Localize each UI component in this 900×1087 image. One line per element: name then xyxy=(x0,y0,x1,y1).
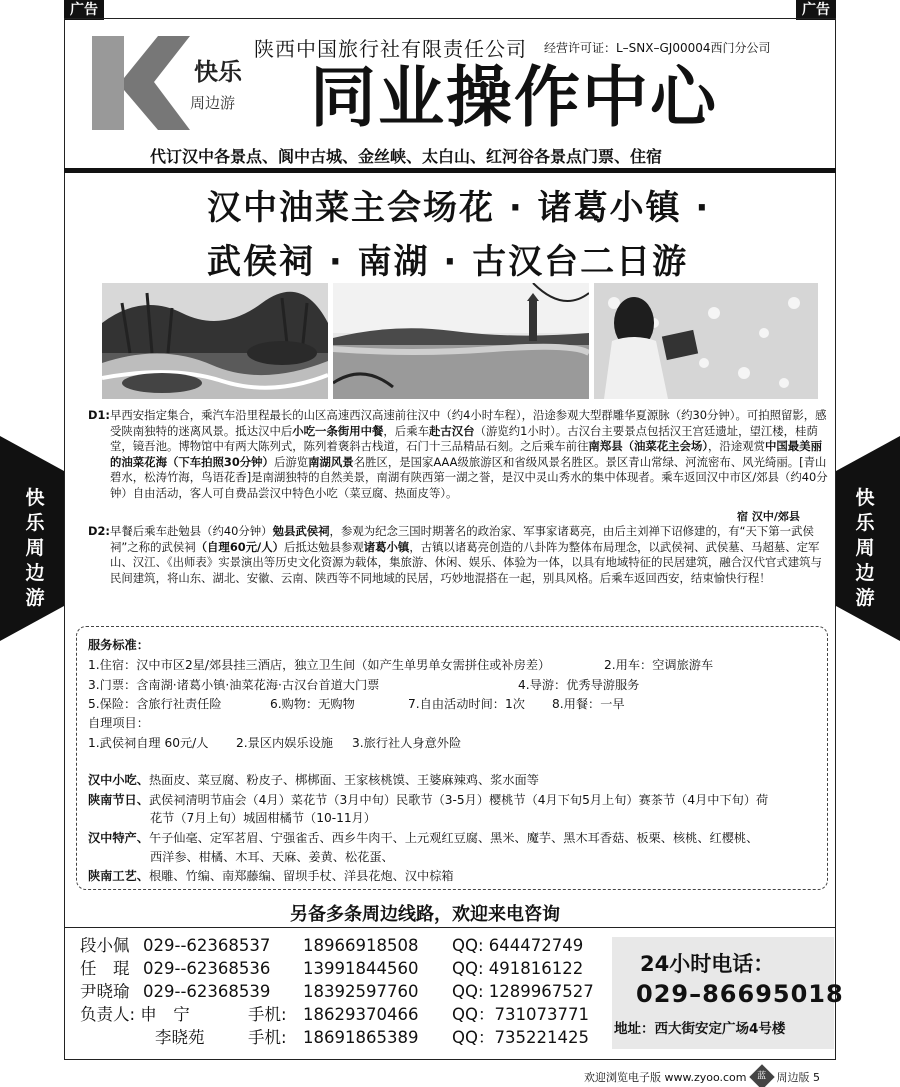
service-title: 服务标准： xyxy=(88,638,149,652)
d1-text-a: 早西安指定集合，乘汽车沿里程最长的山区高速西汉高速前往汉中（约4小时车程），沿途参观大型群雕华夏源脉（约30分钟）。可拍照留影，感受陕南独特的迷离风景。抵达汉中后 xyxy=(110,408,827,438)
itinerary-day1 xyxy=(88,408,828,502)
photo-lake xyxy=(333,283,589,399)
self-pay-1: 1.武侯祠自理 60元/人 xyxy=(88,736,209,750)
snacks-row xyxy=(88,771,539,789)
d1-text-b: 小吃一条街用中餐 xyxy=(292,423,384,438)
service-item-6: 6.购物：无购物 xyxy=(270,697,355,711)
tour-title-line1: 汉中油菜主会场花 · 诸葛小镇 · xyxy=(207,188,711,228)
tour-title-line2: 武侯祠 · 南湖 · 古汉台二日游 xyxy=(207,242,689,282)
side-tab-left xyxy=(0,436,64,641)
address: 地址：西大街安定广场4号楼 xyxy=(614,1021,786,1037)
d2-text-g: ，古镇以诸葛亮创造的八卦阵为整体布局理念，以武侯祠、武侯墓、马超墓、定军山、汉江、《出师表》实景演出等历史文化资源为载体，集旅游、休闲、娱乐、体验为一体，以具有地域特征的民居建筑，融合汉代官式建筑与民间建筑，将山东、湖北、安徽、云南、陕西等不同地域的民居，巧妙地混搭在一起，别具风格。后乘车返回西安，结束愉快行程！ xyxy=(110,539,822,585)
hotline-number: 029–86695018 xyxy=(636,980,844,1008)
hotline-label: 24小时电话： xyxy=(640,952,775,976)
d2-text-a: 早餐后乘车赴勉县（约40分钟） xyxy=(110,524,273,538)
festivals-row xyxy=(88,791,768,809)
self-pay-3: 3.旅行社人身意外险 xyxy=(352,736,462,750)
contact-tel-5: 手机: xyxy=(248,1028,287,1047)
stay-location: 宿 汉中/郊县 xyxy=(737,510,800,523)
service-item-8: 8.用餐：一早 xyxy=(552,697,625,711)
self-pay-2: 2.景区内娱乐设施 xyxy=(236,736,333,750)
company-name: 陕西中国旅行社有限责任公司 xyxy=(254,37,527,61)
festivals-label: 陕南节日、 xyxy=(88,793,149,807)
festivals-text-1: 武侯祠清明节庙会（4月）菜花节（3月中旬）民歌节（3-5月）樱桃节（4月下旬5月上旬）赛茶节（4月中下旬）荷 xyxy=(148,793,769,807)
contact-qq-2: QQ: 491816122 xyxy=(452,959,584,978)
services-line: 代订汉中各景点、阆中古城、金丝峡、太白山、红河谷各景点门票、住宿 xyxy=(150,147,663,166)
crafts-row xyxy=(88,867,454,885)
contact-qq-4: QQ：731073771 xyxy=(452,1005,589,1024)
diamond-badge-char: 蓝 xyxy=(756,1071,767,1082)
contact-tel-3: 029--62368539 xyxy=(143,982,271,1001)
products-row xyxy=(88,829,758,847)
products-label: 汉中特产、 xyxy=(88,831,149,845)
contact-tel-2: 029--62368536 xyxy=(143,959,271,978)
d2-text-b: 勉县武侯祠 xyxy=(272,524,330,538)
d1-text-c: ，后乘车 xyxy=(383,423,429,438)
d1-text-e: （游览约1小时）。古汉台主要景点包括汉王宫廷遗址，望江楼，桂荫堂，镜吾池。博物馆中有两大陈列式，陈列着褒斜古栈道，石门十三品精品石刻。之后乘车前往 xyxy=(110,423,818,454)
contact-name-2: 任 琨 xyxy=(80,959,130,978)
d1-text-d: 赴古汉台 xyxy=(428,423,475,438)
d2-text-f: 诸葛小镇 xyxy=(363,539,410,554)
service-item-3: 3.门票：含南湖·诸葛小镇·油菜花海·古汉台首道大门票 xyxy=(88,678,380,692)
footer-divider xyxy=(64,927,836,928)
contact-mobile-5: 18691865389 xyxy=(303,1028,419,1047)
service-item-4: 4.导游：优秀导游服务 xyxy=(518,678,640,692)
contact-mobile-3: 18392597760 xyxy=(303,982,419,1001)
crafts-label: 陕南工艺、 xyxy=(88,869,149,883)
snacks-label: 汉中小吃、 xyxy=(88,773,149,787)
logo-text2: 周边游 xyxy=(190,94,236,112)
bottom-info xyxy=(584,1068,820,1086)
snacks-text: 热面皮、菜豆腐、粉皮子、梆梆面、王家核桃馍、王婆麻辣鸡、浆水面等 xyxy=(148,773,539,787)
ad-tag-right: 广告 xyxy=(796,0,836,20)
festivals-text-2: 花节（7月上旬）城固柑橘节（10-11月） xyxy=(150,811,376,825)
service-item-7: 7.自由活动时间：1次 xyxy=(408,697,525,711)
service-item-5: 5.保险：含旅行社责任险 xyxy=(88,697,222,711)
browse-text: 欢迎浏览电子版 www.zyoo.com xyxy=(583,1071,747,1084)
contact-tel-1: 029--62368537 xyxy=(143,936,271,955)
d2-text-c: ，参观为纪念三国时期著名的政治家、军事家诸葛亮，由后主刘禅下诏修建的，有“天下第一武侯祠”之称的武侯祠 xyxy=(110,524,814,554)
contact-qq-3: QQ: 1289967527 xyxy=(452,982,594,1001)
more-lines-banner: 另备多条周边线路，欢迎来电咨询 xyxy=(290,904,560,925)
contact-qq-1: QQ: 644472749 xyxy=(452,936,584,955)
diamond-badge-icon xyxy=(749,1064,774,1087)
contact-name-5: 李晓苑 xyxy=(155,1028,205,1047)
contact-qq-5: QQ：735221425 xyxy=(452,1028,589,1047)
d1-text-j: 南湖风景 xyxy=(308,454,354,469)
side-tab-right xyxy=(836,436,900,641)
license-number: 经营许可证：L–SNX–GJ00004西门分公司 xyxy=(544,41,771,55)
contact-name-4: 负责人: 申 宁 xyxy=(80,1005,190,1024)
contact-mobile-4: 18629370466 xyxy=(303,1005,419,1024)
logo-text1: 快乐 xyxy=(194,57,242,86)
products-text-1: 午子仙毫、定军茗眉、宁强雀舌、西乡牛肉干、上元观红豆腐、黑米、魔芋、黑木耳香菇、板栗、核桃、红樱桃、 xyxy=(148,831,759,845)
contact-tel-4: 手机: xyxy=(248,1005,287,1024)
service-item-1: 1.住宿：汉中市区2星/郊县挂三酒店，独立卫生间（如产生单男单女需拼住或补房差） xyxy=(88,658,551,672)
day1-label: D1: xyxy=(88,408,110,422)
d2-text-e: 后抵达勉县参观 xyxy=(284,539,364,554)
side-tab-label: 快乐周边游 xyxy=(855,487,875,609)
ad-tag-left: 广告 xyxy=(64,0,104,20)
day2-label: D2: xyxy=(88,524,110,538)
self-pay-title: 自理项目： xyxy=(88,716,149,730)
d1-text-k: 名胜区，是国家AAA级旅游区和省级风景名胜区。景区青山常绿、河流密布、风光绮丽。[青山碧水，松涛竹海，鸟语花香]是南湖独特的自然美景，南湖有陕西第一湖之誉，是汉中灵山秀水的集中体现者。乘车返回汉中市区/郊县（约40分钟）自由活动，客人可自费品尝汉中特色小吃（菜豆腐、热面皮等）。 xyxy=(110,454,828,500)
d1-text-h: 中国最美丽的油菜花海（下车拍照30分钟） xyxy=(110,439,822,469)
contact-name-1: 段小佩 xyxy=(80,936,130,955)
side-tab-label: 快乐周边游 xyxy=(25,487,45,609)
contact-mobile-1: 18966918508 xyxy=(303,936,419,955)
crafts-text: 根雕、竹编、南郑藤编、留坝手杖、洋县花炮、汉中棕箱 xyxy=(148,869,454,883)
photo-stream xyxy=(102,283,328,399)
d1-text-i: 后游览 xyxy=(273,454,309,469)
d1-text-g: ，沿途观赏 xyxy=(708,439,765,454)
d2-text-d: （自理60元/人） xyxy=(195,539,284,554)
itinerary-day2 xyxy=(88,524,828,586)
header-divider xyxy=(64,168,836,173)
edition-text: 周边版 5 xyxy=(776,1071,820,1084)
logo-k-icon xyxy=(90,34,250,134)
d1-text-f: 南郑县（油菜花主会场） xyxy=(588,439,709,454)
page-title: 同业操作中心 xyxy=(310,59,718,136)
products-text-2: 西洋参、柑橘、木耳、天麻、姜黄、松花蛋、 xyxy=(150,850,394,864)
photo-flower-field xyxy=(594,283,818,399)
contact-mobile-2: 13991844560 xyxy=(303,959,419,978)
service-item-2: 2.用车：空调旅游车 xyxy=(604,658,714,672)
logo xyxy=(90,34,250,134)
contact-name-3: 尹晓瑜 xyxy=(80,982,130,1001)
